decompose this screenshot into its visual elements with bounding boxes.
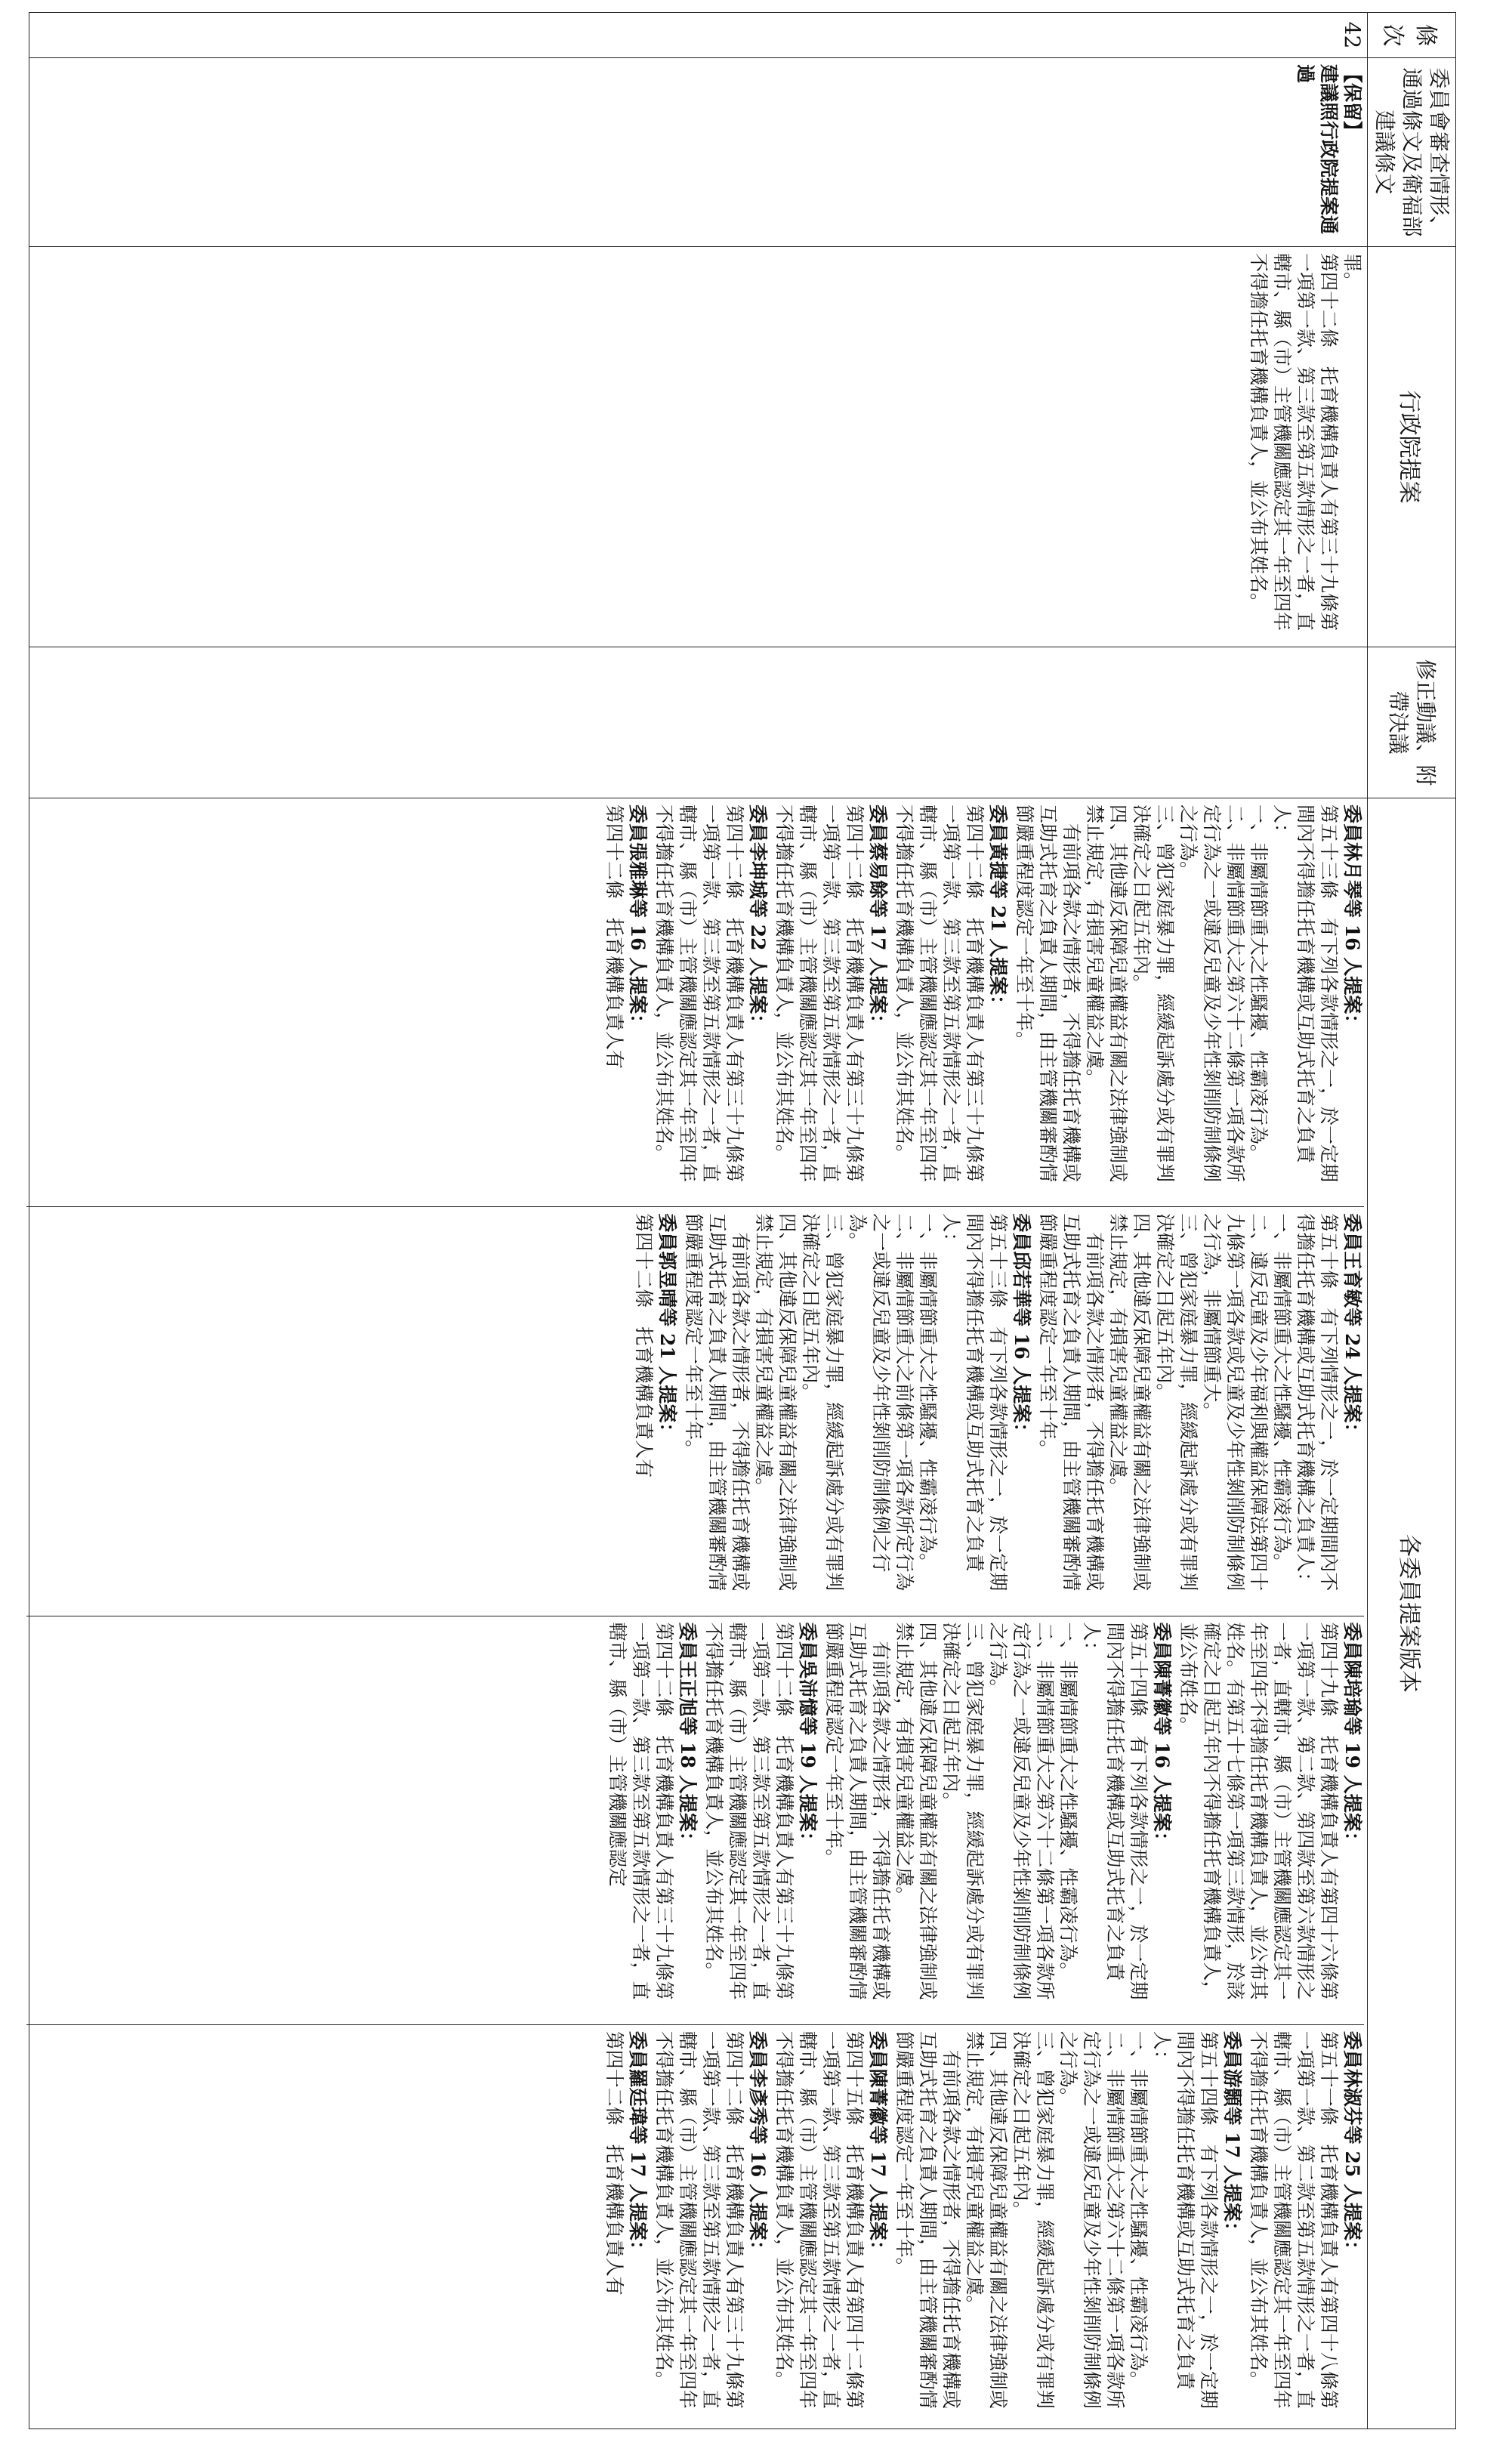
reserved-tag: 【保留】 xyxy=(1341,64,1363,140)
proposal-text: 第四十二條 托育機構負責人有 xyxy=(603,2030,625,2296)
proposal-text: 第四十二條 托育機構負責人有 xyxy=(603,804,625,1070)
proposal-text: 第五十一條 托育機構負責人有第四十八條第一項第一款、第二款至第五款情形之一者，直轄市、縣（市）主管機關應認定其一年至四年不得擔任托育機構負責人，並公布其姓名。 xyxy=(1248,2030,1340,2409)
proposal-text: 第四十二條 托育機構負責人有 xyxy=(633,1213,655,1478)
proposal-title: 委員羅廷瑋等 17 人提案： xyxy=(627,2030,649,2259)
header-article-no: 條次 xyxy=(1368,13,1456,58)
proposal-title: 委員林月琴等 16 人提案： xyxy=(1341,804,1363,1033)
proposal-text: 第四十二條 托育機構負責人有第三十九條第一項第一款、第三款至第五款情形之一者，直轄市、縣（市）主管機關應認定其一年至四年不得擔任托育機構負責人，並公布其姓名。 xyxy=(893,804,986,1183)
table-row xyxy=(29,13,1368,2429)
proposal-text: 第四十二條 托育機構負責人有第三十九條第一項第一款、第三款至第五款情形之一者，直轄市、縣（市）主管機關應認定 xyxy=(606,1622,675,2000)
proposal-title: 委員郭昱晴等 21 人提案： xyxy=(656,1213,678,1442)
proposal-column-2 xyxy=(26,1206,1364,1604)
proposal-text: 第五十四條 有下列各款情形之一，於一定期間內不得擔任托育機構或互助式托育之負責人： 一、非屬情節重大之性騷擾、性霸凌行為。 二、非屬情節重大之第六十二條第一項各款所定行為之一或違反兒童及少年性剝削防制條例之行為。 三、曾犯家庭暴力罪，經緩起訴處分或有罪判決確定之日起五年內。 四、其他違反保障兒童權益有關之法律強制或禁止規定，有損害兒童權益之虞。 有前項各款之情形者，不得擔任托育機構或互助式托育之負責人期間，由主管機關審酌情節嚴重程度認定一年至十年。 xyxy=(823,1622,1149,2000)
proposal-block xyxy=(603,804,650,1196)
proposal-block xyxy=(653,804,770,1196)
proposal-block xyxy=(632,1213,679,1604)
proposal-text: 第五十四條 有下列各款情形之一，於一定期間內不得擔任托育機構或互助式托育之負責人： 一、非屬情節重大之性騷擾、性霸凌行為。 二、非屬情節重大之第六十二條第一項各款所定行為之一或違反兒童及少年性剝削防制條例之行為。 三、曾犯家庭暴力罪，經緩起訴處分或有罪判決確定之日起五年內。 四、其他違反保障兒童權益有關之法律強制或禁止規定，有損害兒童權益之虞。 有前項各款之情形者，不得擔任托育機構或互助式托育之負責人期間，由主管機關審酌情節嚴重程度認定一年至十年。 xyxy=(893,2030,1220,2409)
proposal-block xyxy=(682,1213,1033,1604)
proposal-text: 第四十五條 托育機構負責人有第四十二條第一項第一款、第三款至第五款情形之一者，直轄市、縣（市）主管機關應認定其一年至四年不得擔任托育機構負責人，並公布其姓名。 xyxy=(773,2030,866,2409)
proposal-title: 委員吳沛憶等 19 人提案： xyxy=(797,1622,819,1851)
proposal-title: 委員張雅琳等 16 人提案： xyxy=(627,804,649,1033)
proposal-block xyxy=(893,2031,1244,2422)
proposal-text: 第四十九條 托育機構負責人有第四十六條第一項第一款、第二款、第四款至第六款情形之一者，直轄市、縣（市）主管機關應認定其一年至四年不得擔任托育機構負責人，並公布其姓名。有第五十七條第一項第三款情形，於該確定之日起五年內不得擔任托育機構負責人，並公布姓名。 xyxy=(1177,1622,1340,2000)
proposal-text: 第五十條 有下列情形之一，於一定期間內不得擔任托育機構或互助式托育機構之負責人： 一、非屬情節重大之性騷擾、性霸凌行為。 二、違反兒童及少年福利與權益保障法第四十九條第一項各款或兒童及少年性剝削防制條例之行為，非屬情節重大。 三、曾犯家庭暴力罪，經緩起訴處分或有罪判決確定之日起五年內。 四、其他違反保障兒童權益有關之法律強制或禁止規定，有損害兒童權益之虞。 有前項各款之情形者，不得擔任托育機構或互助式托育之負責人期間，由主管機關審酌情節嚴重程度認定一年至十年。 xyxy=(1037,1213,1340,1592)
table-header-row xyxy=(1368,13,1456,2429)
proposal-title: 委員林淑芬等 25 人提案： xyxy=(1341,2030,1363,2259)
proposal-text: 第四十二條 托育機構負責人有第三十九條第一項第一款、第三款至第五款情形之一者，直轄市、縣（市）主管機關應認定其一年至四年不得擔任托育機構負責人，並公布其姓名。 xyxy=(653,2030,745,2409)
header-member-proposals: 各委員提案版本 xyxy=(1368,798,1456,2429)
header-executive-proposal: 行政院提案 xyxy=(1368,247,1456,647)
proposal-block xyxy=(893,804,1010,1196)
proposal-text: 第五十三條 有下列各款情形之一，於一定期間內不得擔任托育機構或互助式托育之負責人： 一、非屬情節重大之性騷擾、性霸凌行為。 二、非屬情節重大之第六十二條第一項各款所定行為之一或違反兒童及少年性剝削防制條例之行為。 三、曾犯家庭暴力罪，經緩起訴處分或有罪判決確定之日起五年內。 四、其他違反保障兒童權益有關之法律強制或禁止規定，有損害兒童權益之虞。 有前項各款之情形者，不得擔任托育機構或互助式托育之負責人期間，由主管機關審酌情節嚴重程度認定一年至十年。 xyxy=(1014,804,1340,1183)
amendment-cell xyxy=(29,647,1368,798)
executive-proposal-cell xyxy=(29,247,1368,647)
proposal-block xyxy=(1247,2031,1364,2422)
executive-proposal-text: 罪。 第四十二條 托育機構負責人有第三十九條第一項第一款、第三款至第五款情形之一者，直轄市、縣（市）主管機關應認定其一年至四年不得擔任托育機構負責人，並公布其姓名。 xyxy=(1248,253,1363,631)
proposal-text: 第五十三條 有下列各款情形之一，於一定期間內不得擔任托育機構或互助式托育之負責人： 一、非屬情節重大之性騷擾、性霸凌行為。 二、非屬情節重大之前條第一項各款所定行為之一或違反兒童及少年性剝削防制條例之行為。 三、曾犯家庭暴力罪，經緩起訴處分或有罪判決確定之日起五年內。 四、其他違反保障兒童權益有關之法律強制或禁止規定，有損害兒童權益之虞。 有前項各款之情形者，不得擔任托育機構或互助式托育之負責人期間，由主管機關審酌情節嚴重程度認定一年至十年。 xyxy=(683,1213,1009,1592)
proposal-column-4 xyxy=(26,2024,1364,2422)
proposal-block xyxy=(603,2031,650,2422)
member-proposal-columns xyxy=(23,798,1367,2428)
proposal-text: 第四十二條 托育機構負責人有第三十九條第一項第一款、第三款至第五款情形之一者，直轄市、縣（市）主管機關應認定其一年至四年不得擔任托育機構負責人，並公布其姓名。 xyxy=(703,1622,795,2000)
proposal-column-3 xyxy=(26,1616,1364,2014)
proposal-column-1 xyxy=(26,804,1364,1196)
proposal-title: 委員陳培瑜等 19 人提案： xyxy=(1341,1622,1363,1851)
proposal-title: 委員王正旭等 18 人提案： xyxy=(677,1622,699,1851)
proposal-block xyxy=(1036,1213,1364,1604)
comparison-table xyxy=(29,12,1456,2429)
proposal-block xyxy=(822,1623,1174,2014)
proposal-block xyxy=(1177,1623,1364,2014)
proposal-title: 委員邱若華等 16 人提案： xyxy=(1011,1213,1032,1442)
article-number: 42 xyxy=(29,13,1368,58)
proposal-title: 委員李坤城等 22 人提案： xyxy=(747,804,769,1033)
review-recommendation: 建議照行政院提案通過 xyxy=(1295,64,1340,235)
proposal-title: 委員黃捷等 21 人提案： xyxy=(987,804,1009,1014)
proposal-title: 委員王育敏等 24 人提案： xyxy=(1341,1213,1363,1442)
proposal-title: 委員陳菁徽等 16 人提案： xyxy=(1151,1622,1173,1851)
proposal-block xyxy=(1013,804,1364,1196)
proposal-block xyxy=(702,1623,819,2014)
proposal-text: 第四十二條 托育機構負責人有第三十九條第一項第一款、第三款至第五款情形之一者，直轄市、縣（市）主管機關應認定其一年至四年不得擔任托育機構負責人，並公布其姓名。 xyxy=(653,804,745,1183)
proposal-title: 委員蔡易餘等 17 人提案： xyxy=(867,804,889,1033)
proposal-title: 委員游顥等 17 人提案： xyxy=(1221,2030,1243,2240)
proposal-title: 委員陳菁徽等 17 人提案： xyxy=(867,2030,889,2259)
proposal-block xyxy=(653,2031,770,2422)
proposal-block xyxy=(773,2031,890,2422)
header-committee-review: 委員會審查情形、通過條文及衛福部建議條文 xyxy=(1368,58,1456,247)
proposal-block xyxy=(606,1623,699,2014)
header-amendments: 修正動議、附帶決議 xyxy=(1368,647,1456,798)
proposal-block xyxy=(773,804,890,1196)
member-proposals-cell xyxy=(29,798,1368,2429)
committee-review-cell xyxy=(29,58,1368,247)
proposal-title: 委員李彥秀等 16 人提案： xyxy=(747,2030,769,2259)
proposal-text: 第四十二條 托育機構負責人有第三十九條第一項第一款、第三款至第五款情形之一者，直轄市、縣（市）主管機關應認定其一年至四年不得擔任托育機構負責人，並公布其姓名。 xyxy=(773,804,866,1183)
